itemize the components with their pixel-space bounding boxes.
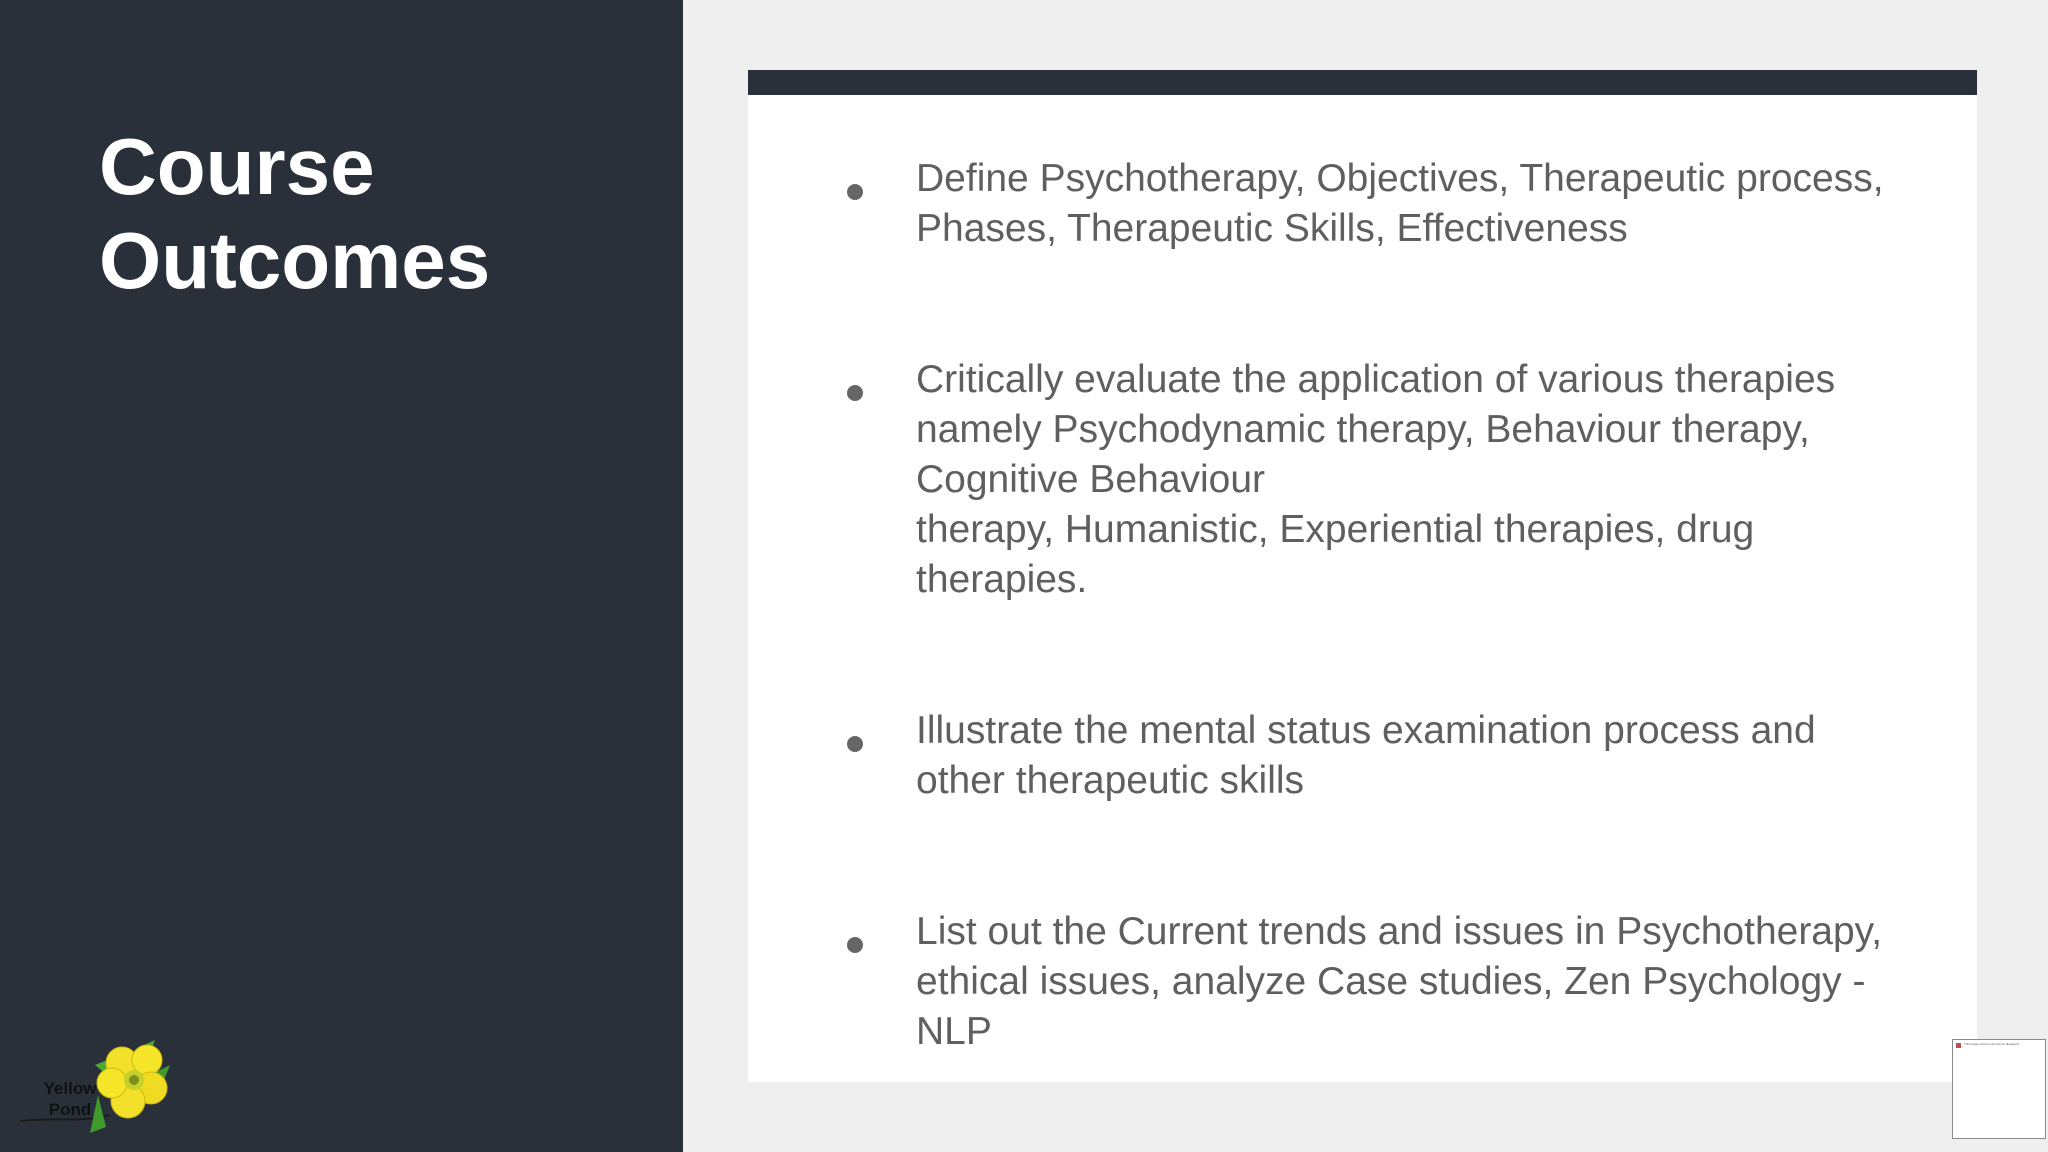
outcome-line: namely Psychodynamic therapy, Behaviour therapy,: [916, 408, 1810, 451]
logo-wordmark: [30, 1078, 110, 1120]
missing-image-placeholder: [1952, 1039, 2046, 1139]
logo-text-line: Pond: [48, 1100, 92, 1119]
outcome-line: other therapeutic skills: [916, 759, 1305, 802]
slide-title-line: Outcomes: [99, 216, 491, 305]
outcome-line: NLP: [916, 1010, 992, 1053]
bullet-icon: [847, 736, 863, 752]
yellow-pond-logo: [20, 1035, 180, 1145]
logo-text-line: Yellow: [43, 1079, 97, 1098]
outcome-line: Critically evaluate the application of various therapies: [916, 358, 1836, 401]
outcome-line: Phases, Therapeutic Skills, Effectiveness: [916, 207, 1628, 250]
outcome-line: ethical issues, analyze Case studies, Zen Psychology -: [916, 960, 1866, 1003]
outcome-line: Define Psychotherapy, Objectives, Therapeutic process,: [916, 157, 1884, 200]
outcome-line: therapy, Humanistic, Experiential therapies, drug: [916, 508, 1755, 551]
outcome-text: [916, 154, 1936, 254]
outcome-line: therapies.: [916, 558, 1088, 601]
outcome-line: List out the Current trends and issues in Psychotherapy,: [916, 910, 1883, 953]
title-panel: [0, 0, 683, 1152]
outcome-line: Cognitive Behaviour: [916, 458, 1266, 501]
outcome-text: [916, 907, 1936, 1057]
card-header-bar: [748, 70, 1977, 95]
outcome-line: Illustrate the mental status examination process and: [916, 709, 1816, 752]
placeholder-caption: This image cannot currently be displayed.: [1964, 1042, 2020, 1046]
bullet-icon: [847, 937, 863, 953]
slide-title-line: Course: [99, 122, 375, 211]
slide-title: [99, 120, 490, 308]
broken-image-icon: [1956, 1043, 1961, 1048]
outcome-text: [916, 706, 1936, 806]
bullet-icon: [847, 385, 863, 401]
outcomes-card: [748, 70, 1977, 1082]
bullet-icon: [847, 184, 863, 200]
outcome-text: [916, 355, 1936, 605]
